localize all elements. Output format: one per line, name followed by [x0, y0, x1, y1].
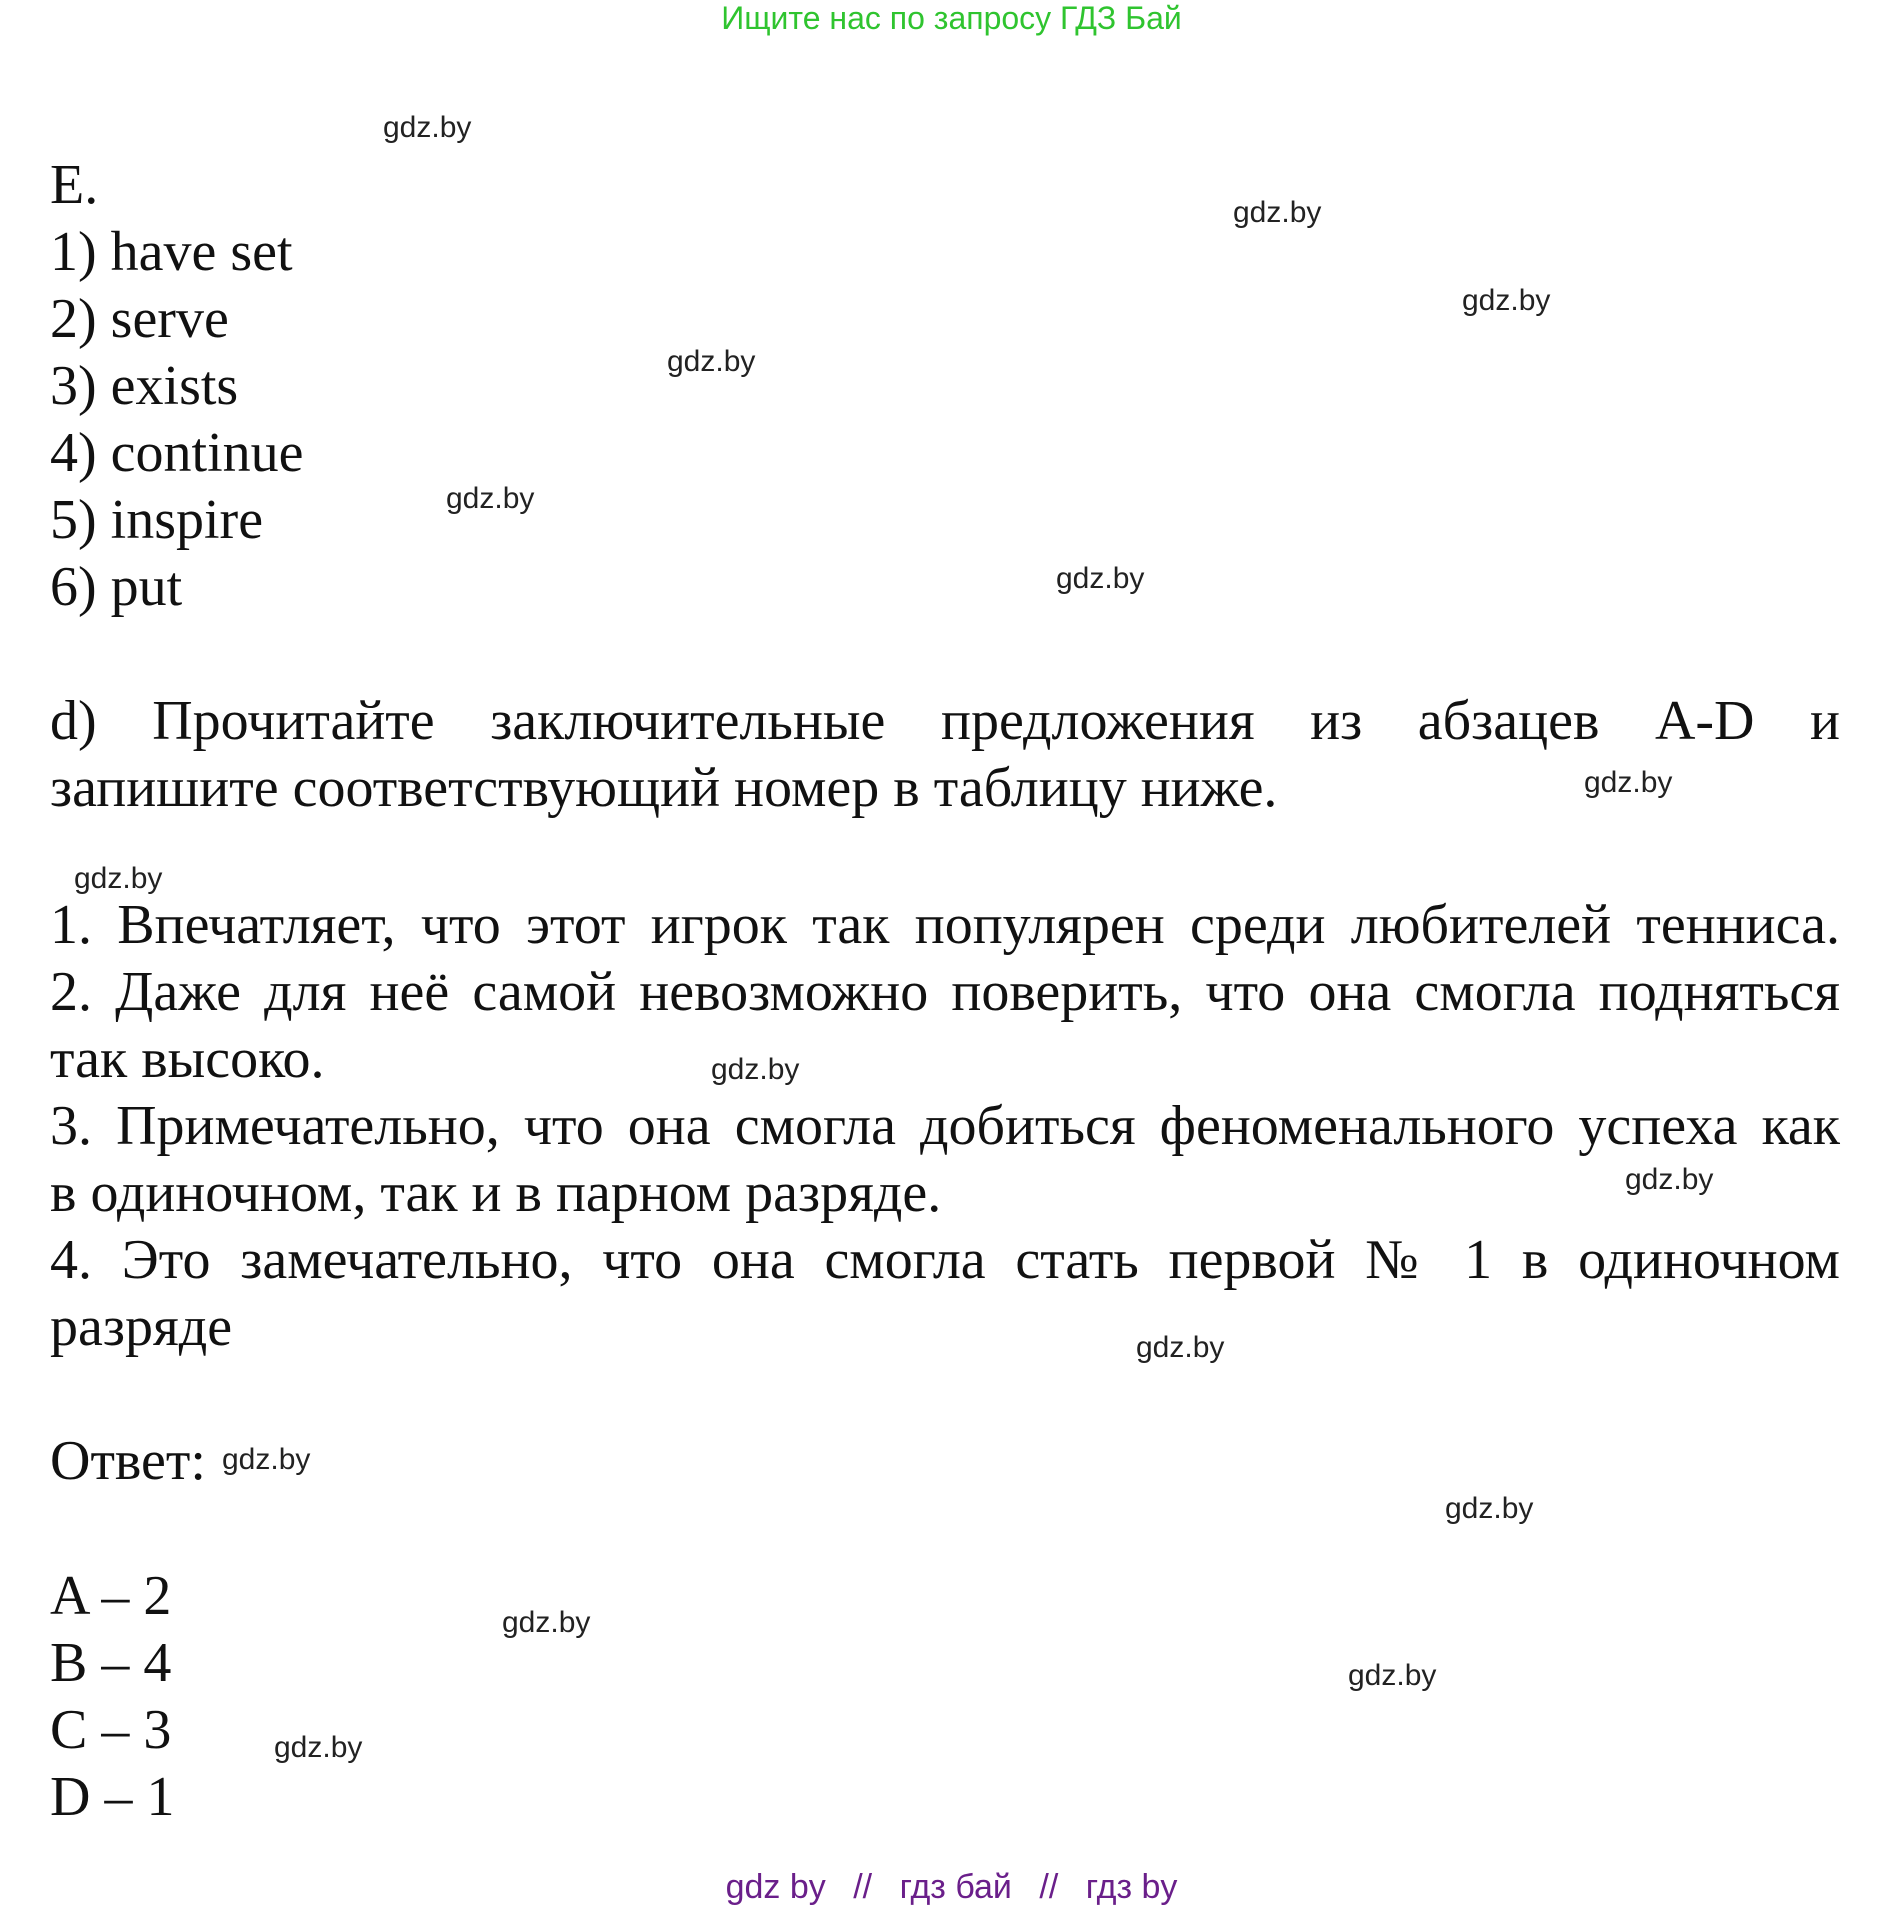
answer-label: Ответ: — [50, 1430, 206, 1492]
section-e-item-1: 1) have set — [50, 221, 293, 283]
watermark: gdz.by — [1136, 1331, 1225, 1364]
sentence-4-line-1: 4. Это замечательно, что она смогла стать первой № 1 в одиночном — [50, 1229, 1840, 1291]
section-e-heading: E. — [50, 154, 99, 216]
answer-item-d: D – 1 — [50, 1766, 175, 1828]
watermark: gdz.by — [1233, 196, 1322, 229]
watermark: gdz.by — [502, 1606, 591, 1639]
watermark: gdz.by — [1445, 1492, 1534, 1525]
sentence-2-line-1: 2. Даже для неё самой невозможно поверить, что она смогла подняться — [50, 961, 1840, 1023]
watermark: gdz.by — [74, 862, 163, 895]
watermark: gdz.by — [1584, 766, 1673, 799]
section-e-item-5: 5) inspire — [50, 489, 264, 551]
top-banner[interactable]: Ищите нас по запросу ГДЗ Бай — [721, 0, 1182, 36]
footer-link-gdz-bai[interactable]: гдз бай — [899, 1868, 1012, 1906]
sentence-2-line-2: так высоко. — [50, 1028, 325, 1090]
watermark: gdz.by — [383, 111, 472, 144]
watermark: gdz.by — [446, 482, 535, 515]
sentence-3-line-1: 3. Примечательно, что она смогла добиться феноменального успеха как — [50, 1095, 1840, 1157]
watermark: gdz.by — [1056, 562, 1145, 595]
footer-link-gdz-by[interactable]: gdz by — [725, 1868, 826, 1906]
watermark: gdz.by — [711, 1053, 800, 1086]
section-e-item-3: 3) exists — [50, 355, 239, 417]
watermark: gdz.by — [1462, 284, 1551, 317]
task-d-line-2: запишите соответствующий номер в таблицу ниже. — [50, 757, 1278, 819]
footer-separator: // — [1039, 1868, 1059, 1906]
answer-item-c: C – 3 — [50, 1699, 172, 1761]
sentence-1: 1. Впечатляет, что этот игрок так популярен среди любителей тенниса. — [50, 894, 1840, 956]
watermark: gdz.by — [274, 1731, 363, 1764]
answer-item-a: A – 2 — [50, 1565, 172, 1627]
watermark: gdz.by — [1625, 1163, 1714, 1196]
section-e-item-4: 4) continue — [50, 422, 304, 484]
task-d-line-1: d) Прочитайте заключительные предложения из абзацев A-D и — [50, 690, 1840, 752]
footer-separator: // — [853, 1868, 873, 1906]
footer — [0, 1868, 1903, 1906]
sentence-3-line-2: в одиночном, так и в парном разряде. — [50, 1162, 942, 1224]
watermark: gdz.by — [667, 345, 756, 378]
watermark: gdz.by — [222, 1443, 311, 1476]
section-e-item-6: 6) put — [50, 556, 183, 618]
watermark: gdz.by — [1348, 1659, 1437, 1692]
section-e-item-2: 2) serve — [50, 288, 229, 350]
footer-link-gdz-by-cyr[interactable]: гдз by — [1085, 1868, 1178, 1906]
answer-item-b: B – 4 — [50, 1632, 172, 1694]
sentence-4-line-2: разряде — [50, 1296, 233, 1358]
